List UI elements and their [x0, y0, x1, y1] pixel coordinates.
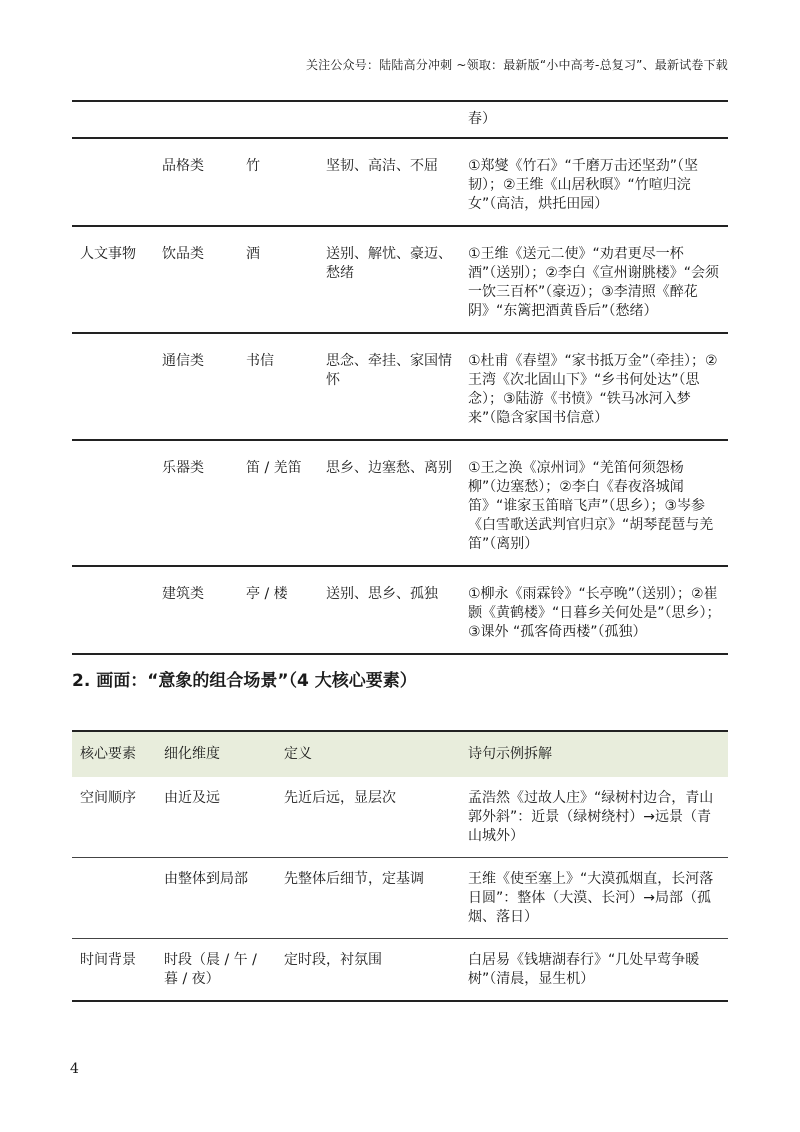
table-row	[72, 333, 728, 440]
table-cell	[238, 101, 318, 138]
example-cell: 王维《使至塞上》“大漠孤烟直，长河落日圆”：整体（大漠、长河）→局部（孤烟、落日）	[460, 858, 728, 939]
dimension-cell: 由整体到局部	[156, 858, 276, 939]
subcategory-cell: 饮品类	[154, 226, 238, 333]
image-cell: 竹	[238, 138, 318, 226]
table-row	[72, 777, 728, 858]
table-cell	[318, 101, 460, 138]
table-row	[72, 440, 728, 566]
image-cell: 书信	[238, 333, 318, 440]
example-cell: 白居易《钱塘湖春行》“几处早莺争暖树”（清晨，显生机）	[460, 939, 728, 1002]
category-cell: 人文事物	[72, 226, 154, 333]
imagery-table	[72, 100, 728, 655]
element-cell: 空间顺序	[72, 777, 156, 858]
page-header: 关注公众号：陆陆高分冲刺 ~领取：最新版“小中高考-总复习”、最新试卷下载	[305, 58, 728, 72]
page-number: 4	[70, 1061, 79, 1077]
table-cell	[154, 101, 238, 138]
column-header: 诗句示例拆解	[460, 731, 728, 777]
column-header: 核心要素	[72, 731, 156, 777]
example-cell: 孟浩然《过故人庄》“绿树村边合，青山郭外斜”：近景（绿树绕村）→远景（青山城外）	[460, 777, 728, 858]
table-row	[72, 101, 728, 138]
category-cell	[72, 566, 154, 654]
subcategory-cell: 建筑类	[154, 566, 238, 654]
table-row	[72, 858, 728, 939]
table-header-row	[72, 731, 728, 777]
example-cell: ①王维《送元二使》“劝君更尽一杯酒”（送别）；②李白《宣州谢朓楼》“会须一饮三百杯”（豪迈）；③李清照《醉花阴》“东篱把酒黄昏后”（愁绪）	[460, 226, 728, 333]
definition-cell: 定时段，衬氛围	[276, 939, 460, 1002]
table-row	[72, 138, 728, 226]
meaning-cell: 思念、牵挂、家国情怀	[318, 333, 460, 440]
scene-elements-table	[72, 730, 728, 1002]
section-heading: 2. 画面：“意象的组合场景”（4 大核心要素）	[72, 671, 417, 691]
table-cell: 春）	[460, 101, 728, 138]
subcategory-cell: 品格类	[154, 138, 238, 226]
category-cell	[72, 333, 154, 440]
example-cell: ①郑燮《竹石》“千磨万击还坚劲”（坚韧）；②王维《山居秋暝》“竹喧归浣女”（高洁，烘托田园）	[460, 138, 728, 226]
image-cell: 酒	[238, 226, 318, 333]
meaning-cell: 思乡、边塞愁、离别	[318, 440, 460, 566]
example-cell: ①柳永《雨霖铃》“长亭晚”（送别）；②崔颢《黄鹤楼》“日暮乡关何处是”（思乡）；③课外 “孤客倚西楼”（孤独）	[460, 566, 728, 654]
image-cell: 亭 / 楼	[238, 566, 318, 654]
meaning-cell: 坚韧、高洁、不屈	[318, 138, 460, 226]
table-cell	[72, 101, 154, 138]
table-row	[72, 939, 728, 1002]
category-cell	[72, 440, 154, 566]
subcategory-cell: 乐器类	[154, 440, 238, 566]
definition-cell: 先近后远，显层次	[276, 777, 460, 858]
meaning-cell: 送别、解忧、豪迈、愁绪	[318, 226, 460, 333]
subcategory-cell: 通信类	[154, 333, 238, 440]
definition-cell: 先整体后细节，定基调	[276, 858, 460, 939]
dimension-cell: 时段（晨 / 午 / 暮 / 夜）	[156, 939, 276, 1002]
meaning-cell: 送别、思乡、孤独	[318, 566, 460, 654]
column-header: 细化维度	[156, 731, 276, 777]
example-cell: ①杜甫《春望》“家书抵万金”（牵挂）；②王湾《次北固山下》“乡书何处达”（思念）；③陆游《书愤》“铁马冰河入梦来”（隐含家国书信意）	[460, 333, 728, 440]
element-cell: 时间背景	[72, 939, 156, 1002]
table-row	[72, 566, 728, 654]
image-cell: 笛 / 羌笛	[238, 440, 318, 566]
category-cell	[72, 138, 154, 226]
table-row	[72, 226, 728, 333]
column-header: 定义	[276, 731, 460, 777]
example-cell: ①王之涣《凉州词》“羌笛何须怨杨柳”（边塞愁）；②李白《春夜洛城闻笛》“谁家玉笛暗飞声”（思乡）；③岑参《白雪歌送武判官归京》“胡琴琵琶与羌笛”（离别）	[460, 440, 728, 566]
dimension-cell: 由近及远	[156, 777, 276, 858]
element-cell	[72, 858, 156, 939]
